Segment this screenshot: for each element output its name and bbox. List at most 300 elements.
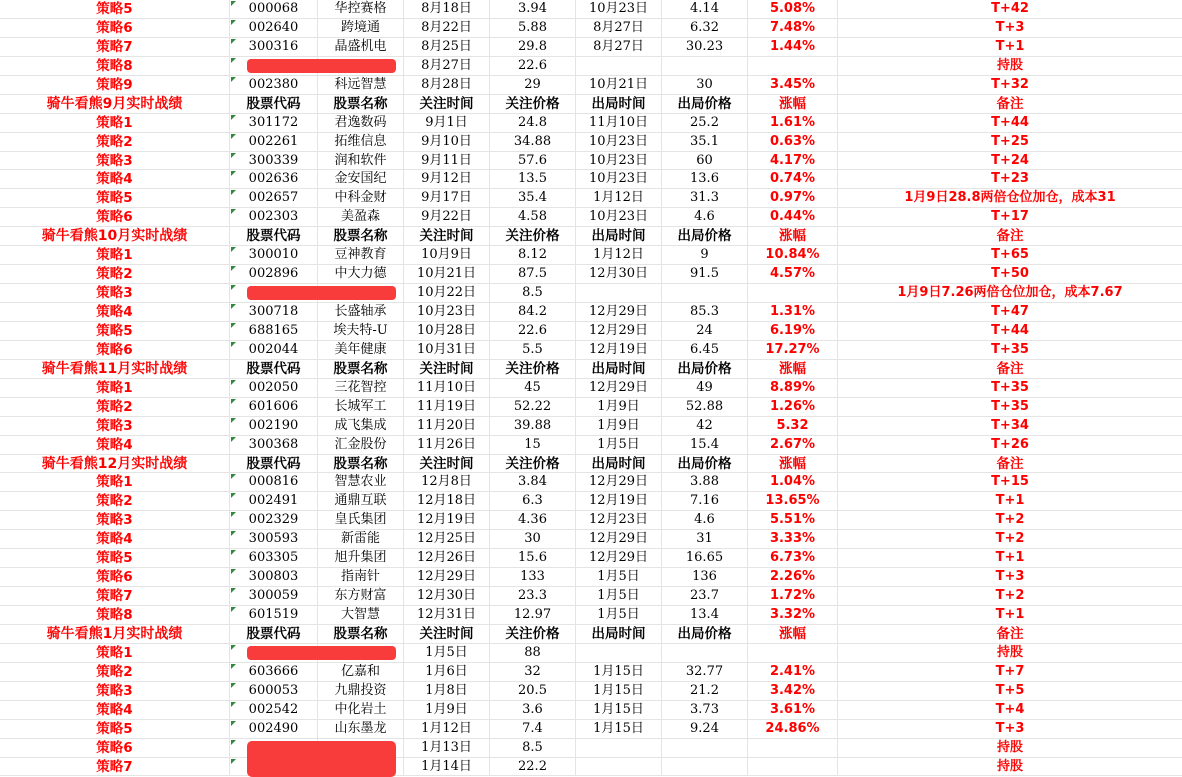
cell-exit_date[interactable]: 1月15日	[576, 720, 662, 738]
cell-watch_price[interactable]: 5.5	[490, 341, 576, 359]
cell-exit_price[interactable]: 23.7	[662, 587, 748, 605]
cell-exit_date[interactable]: 1月12日	[576, 189, 662, 207]
cell-watch_price[interactable]: 5.88	[490, 19, 576, 37]
cell-note[interactable]: T+25	[991, 133, 1029, 149]
cell-code[interactable]: 002640	[230, 19, 318, 37]
cell-name[interactable]: 大智慧	[318, 606, 404, 624]
cell-exit_price[interactable]: 6.45	[662, 341, 748, 359]
cell-note[interactable]: T+1	[995, 38, 1025, 54]
cell-exit_date[interactable]: 1月15日	[576, 682, 662, 700]
cell-note[interactable]: 持股	[996, 758, 1023, 774]
cell-exit_date[interactable]: 11月10日	[576, 114, 662, 132]
cell-exit_price[interactable]: 13.6	[662, 170, 748, 188]
cell-name[interactable]: 跨境通	[318, 19, 404, 37]
cell-watch_date[interactable]: 12月26日	[404, 549, 490, 567]
cell-exit_price[interactable]	[662, 758, 748, 776]
cell-name[interactable]: 指南针	[318, 568, 404, 586]
cell-code[interactable]: 300339	[230, 152, 318, 170]
cell-exit_price[interactable]: 49	[662, 379, 748, 397]
cell-watch_date[interactable]: 1月14日	[404, 758, 490, 776]
cell-exit_date[interactable]: 1月5日	[576, 587, 662, 605]
cell-watch_date[interactable]: 9月22日	[404, 208, 490, 226]
cell-label[interactable]: 策略6	[0, 568, 230, 586]
cell-gain[interactable]	[748, 758, 838, 776]
cell-note[interactable]: 备注	[996, 95, 1024, 112]
cell-label[interactable]: 策略5	[0, 549, 230, 567]
cell-label[interactable]: 骑牛看熊10月实时战绩	[0, 227, 230, 245]
cell-exit_price[interactable]: 4.6	[662, 208, 748, 226]
cell-name[interactable]: 亿嘉和	[318, 663, 404, 681]
cell-label[interactable]: 策略4	[0, 170, 230, 188]
cell-gain[interactable]: 24.86%	[748, 720, 838, 738]
cell-note[interactable]: 持股	[996, 644, 1023, 660]
cell-note[interactable]: T+50	[991, 266, 1029, 282]
cell-gain[interactable]	[748, 57, 838, 75]
cell-label[interactable]: 骑牛看熊12月实时战绩	[0, 455, 230, 473]
cell-name[interactable]: 华控赛格	[318, 0, 404, 18]
cell-exit_price[interactable]: 85.3	[662, 303, 748, 321]
cell-watch_date[interactable]: 12月8日	[404, 473, 490, 491]
cell-label[interactable]: 策略5	[0, 720, 230, 738]
cell-gain[interactable]: 5.32	[748, 417, 838, 435]
cell-label[interactable]: 策略4	[0, 303, 230, 321]
cell-note[interactable]: 备注	[996, 228, 1024, 245]
cell-watch_price[interactable]: 84.2	[490, 303, 576, 321]
cell-name[interactable]: 股票名称	[318, 625, 404, 643]
cell-gain[interactable]	[748, 739, 838, 757]
cell-watch_date[interactable]: 1月6日	[404, 663, 490, 681]
cell-exit_price[interactable]: 91.5	[662, 265, 748, 283]
cell-code[interactable]: 300718	[230, 303, 318, 321]
cell-name[interactable]: 美盈森	[318, 208, 404, 226]
cell-code[interactable]: 股票代码	[230, 95, 318, 113]
cell-gain[interactable]: 涨幅	[748, 455, 838, 473]
cell-watch_date[interactable]: 关注时间	[404, 95, 490, 113]
cell-gain[interactable]: 8.89%	[748, 379, 838, 397]
cell-gain[interactable]: 6.19%	[748, 322, 838, 340]
cell-name[interactable]: 成飞集成	[318, 417, 404, 435]
cell-gain[interactable]: 涨幅	[748, 95, 838, 113]
cell-code[interactable]: 股票代码	[230, 455, 318, 473]
cell-name[interactable]: 润和软件	[318, 152, 404, 170]
cell-exit_date[interactable]: 12月29日	[576, 303, 662, 321]
cell-watch_date[interactable]: 关注时间	[404, 227, 490, 245]
cell-label[interactable]: 策略6	[0, 739, 230, 757]
cell-exit_price[interactable]: 出局价格	[662, 455, 748, 473]
cell-exit_price[interactable]	[662, 644, 748, 662]
cell-watch_price[interactable]: 关注价格	[490, 95, 576, 113]
cell-code[interactable]: 股票代码	[230, 227, 318, 245]
cell-watch_date[interactable]: 11月26日	[404, 436, 490, 454]
cell-gain[interactable]: 1.04%	[748, 473, 838, 491]
cell-label[interactable]: 策略5	[0, 0, 230, 18]
cell-label[interactable]: 骑牛看熊9月实时战绩	[0, 95, 230, 113]
cell-gain[interactable]: 0.74%	[748, 170, 838, 188]
cell-watch_date[interactable]: 11月20日	[404, 417, 490, 435]
cell-label[interactable]: 策略8	[0, 606, 230, 624]
cell-gain[interactable]: 2.67%	[748, 436, 838, 454]
cell-code[interactable]: 002657	[230, 189, 318, 207]
cell-note[interactable]: T+34	[991, 417, 1029, 433]
cell-watch_date[interactable]: 10月28日	[404, 322, 490, 340]
cell-code[interactable]: 688165	[230, 322, 318, 340]
cell-watch_price[interactable]: 3.84	[490, 473, 576, 491]
cell-exit_date[interactable]: 8月27日	[576, 38, 662, 56]
cell-code[interactable]: 002896	[230, 265, 318, 283]
cell-code[interactable]: 股票代码	[230, 360, 318, 378]
cell-exit_date[interactable]: 10月23日	[576, 133, 662, 151]
cell-exit_date[interactable]	[576, 644, 662, 662]
cell-code[interactable]: 301172	[230, 114, 318, 132]
cell-watch_price[interactable]: 88	[490, 644, 576, 662]
cell-watch_date[interactable]: 1月12日	[404, 720, 490, 738]
cell-label[interactable]: 策略2	[0, 265, 230, 283]
cell-code[interactable]: 002490	[230, 720, 318, 738]
cell-name[interactable]: 中大力德	[318, 265, 404, 283]
cell-exit_date[interactable]: 10月23日	[576, 208, 662, 226]
cell-gain[interactable]: 3.45%	[748, 76, 838, 94]
cell-exit_date[interactable]: 12月29日	[576, 549, 662, 567]
cell-watch_date[interactable]: 12月18日	[404, 492, 490, 510]
cell-watch_date[interactable]: 9月17日	[404, 189, 490, 207]
cell-watch_price[interactable]: 87.5	[490, 265, 576, 283]
cell-label[interactable]: 策略2	[0, 398, 230, 416]
cell-exit_price[interactable]: 6.32	[662, 19, 748, 37]
cell-label[interactable]: 策略3	[0, 682, 230, 700]
cell-name[interactable]: 科远智慧	[318, 76, 404, 94]
cell-watch_price[interactable]: 关注价格	[490, 455, 576, 473]
cell-gain[interactable]: 1.61%	[748, 114, 838, 132]
cell-code[interactable]: 300803	[230, 568, 318, 586]
cell-note[interactable]: 备注	[996, 625, 1024, 642]
cell-label[interactable]: 策略5	[0, 322, 230, 340]
cell-name[interactable]: 中化岩土	[318, 701, 404, 719]
cell-watch_price[interactable]: 关注价格	[490, 360, 576, 378]
cell-watch_date[interactable]: 关注时间	[404, 360, 490, 378]
cell-watch_price[interactable]: 20.5	[490, 682, 576, 700]
cell-note[interactable]: T+42	[991, 1, 1029, 16]
cell-gain[interactable]: 3.61%	[748, 701, 838, 719]
cell-exit_date[interactable]: 10月23日	[576, 170, 662, 188]
cell-exit_price[interactable]: 31	[662, 530, 748, 548]
cell-watch_date[interactable]: 1月8日	[404, 682, 490, 700]
cell-label[interactable]: 策略3	[0, 284, 230, 302]
cell-watch_price[interactable]: 30	[490, 530, 576, 548]
cell-note[interactable]: T+1	[995, 550, 1025, 566]
cell-watch_price[interactable]: 45	[490, 379, 576, 397]
cell-name[interactable]: 晶盛机电	[318, 38, 404, 56]
cell-name[interactable]: 中科金财	[318, 189, 404, 207]
cell-exit_price[interactable]: 30.23	[662, 38, 748, 56]
cell-code[interactable]: 002190	[230, 417, 318, 435]
cell-exit_date[interactable]: 1月9日	[576, 417, 662, 435]
cell-exit_price[interactable]	[662, 739, 748, 757]
cell-gain[interactable]	[748, 284, 838, 302]
cell-name[interactable]: 金安国纪	[318, 170, 404, 188]
cell-gain[interactable]: 6.73%	[748, 549, 838, 567]
cell-gain[interactable]: 涨幅	[748, 360, 838, 378]
cell-watch_price[interactable]: 关注价格	[490, 625, 576, 643]
cell-name[interactable]: 股票名称	[318, 227, 404, 245]
cell-exit_date[interactable]: 12月29日	[576, 379, 662, 397]
cell-note[interactable]: 持股	[996, 739, 1023, 755]
cell-note[interactable]: T+3	[995, 19, 1025, 35]
cell-label[interactable]: 策略2	[0, 492, 230, 510]
cell-code[interactable]: 股票代码	[230, 625, 318, 643]
cell-watch_date[interactable]: 9月11日	[404, 152, 490, 170]
cell-label[interactable]: 策略2	[0, 663, 230, 681]
cell-exit_date[interactable]	[576, 57, 662, 75]
cell-exit_price[interactable]: 9.24	[662, 720, 748, 738]
cell-exit_date[interactable]: 10月23日	[576, 152, 662, 170]
cell-exit_date[interactable]: 12月29日	[576, 473, 662, 491]
cell-exit_date[interactable]: 出局时间	[576, 95, 662, 113]
cell-label[interactable]: 策略8	[0, 57, 230, 75]
cell-exit_date[interactable]: 12月23日	[576, 511, 662, 529]
cell-gain[interactable]: 1.44%	[748, 38, 838, 56]
cell-exit_date[interactable]: 12月29日	[576, 530, 662, 548]
cell-exit_price[interactable]: 7.16	[662, 492, 748, 510]
cell-code[interactable]: 300059	[230, 587, 318, 605]
cell-gain[interactable]: 涨幅	[748, 227, 838, 245]
cell-gain[interactable]: 3.33%	[748, 530, 838, 548]
cell-gain[interactable]: 2.26%	[748, 568, 838, 586]
cell-name[interactable]: 山东墨龙	[318, 720, 404, 738]
cell-name[interactable]: 拓维信息	[318, 133, 404, 151]
cell-code[interactable]: 300316	[230, 38, 318, 56]
cell-name[interactable]: 埃夫特-U	[318, 322, 404, 340]
cell-watch_date[interactable]: 12月25日	[404, 530, 490, 548]
cell-note[interactable]: T+17	[991, 209, 1029, 225]
cell-label[interactable]: 策略1	[0, 473, 230, 491]
cell-watch_date[interactable]: 12月30日	[404, 587, 490, 605]
cell-name[interactable]: 东方财富	[318, 587, 404, 605]
cell-note[interactable]: T+32	[991, 76, 1029, 92]
cell-label[interactable]: 策略7	[0, 38, 230, 56]
cell-name[interactable]: 皇氏集团	[318, 511, 404, 529]
cell-code[interactable]: 300010	[230, 246, 318, 264]
cell-watch_price[interactable]: 22.6	[490, 322, 576, 340]
cell-watch_date[interactable]: 12月19日	[404, 511, 490, 529]
cell-watch_price[interactable]: 15	[490, 436, 576, 454]
cell-exit_date[interactable]: 12月29日	[576, 322, 662, 340]
cell-gain[interactable]: 10.84%	[748, 246, 838, 264]
cell-watch_price[interactable]: 57.6	[490, 152, 576, 170]
cell-code[interactable]: 002050	[230, 379, 318, 397]
cell-watch_date[interactable]: 11月10日	[404, 379, 490, 397]
cell-note[interactable]: T+35	[991, 341, 1029, 357]
cell-name[interactable]: 股票名称	[318, 95, 404, 113]
cell-gain[interactable]: 13.65%	[748, 492, 838, 510]
cell-exit_price[interactable]: 16.65	[662, 549, 748, 567]
cell-gain[interactable]	[748, 644, 838, 662]
cell-note[interactable]: T+3	[995, 569, 1025, 585]
cell-exit_price[interactable]: 4.14	[662, 0, 748, 18]
cell-exit_date[interactable]: 1月15日	[576, 663, 662, 681]
cell-code[interactable]: 600053	[230, 682, 318, 700]
cell-watch_price[interactable]: 34.88	[490, 133, 576, 151]
cell-watch_price[interactable]: 52.22	[490, 398, 576, 416]
cell-gain[interactable]: 1.72%	[748, 587, 838, 605]
cell-watch_price[interactable]: 4.58	[490, 208, 576, 226]
cell-watch_price[interactable]: 22.2	[490, 758, 576, 776]
cell-code[interactable]: 000068	[230, 0, 318, 18]
cell-exit_date[interactable]: 1月5日	[576, 606, 662, 624]
cell-exit_price[interactable]: 25.2	[662, 114, 748, 132]
cell-watch_price[interactable]: 22.6	[490, 57, 576, 75]
cell-watch_price[interactable]: 15.6	[490, 549, 576, 567]
cell-name[interactable]: 九鼎投资	[318, 682, 404, 700]
cell-label[interactable]: 策略3	[0, 417, 230, 435]
cell-name[interactable]: 君逸数码	[318, 114, 404, 132]
cell-code[interactable]: 002329	[230, 511, 318, 529]
cell-label[interactable]: 骑牛看熊1月实时战绩	[0, 625, 230, 643]
cell-label[interactable]: 策略4	[0, 436, 230, 454]
cell-note[interactable]: T+44	[991, 114, 1029, 130]
cell-exit_date[interactable]: 出局时间	[576, 360, 662, 378]
cell-watch_price[interactable]: 29.8	[490, 38, 576, 56]
cell-label[interactable]: 策略2	[0, 133, 230, 151]
cell-note[interactable]: T+24	[991, 152, 1029, 168]
cell-exit_date[interactable]: 1月9日	[576, 398, 662, 416]
cell-exit_price[interactable]: 13.4	[662, 606, 748, 624]
cell-watch_price[interactable]: 23.3	[490, 587, 576, 605]
cell-watch_date[interactable]: 1月9日	[404, 701, 490, 719]
cell-note[interactable]: T+2	[995, 588, 1025, 604]
cell-exit_price[interactable]: 60	[662, 152, 748, 170]
cell-note[interactable]: 1月9日28.8两倍仓位加仓，成本31	[904, 190, 1116, 206]
cell-exit_date[interactable]: 10月21日	[576, 76, 662, 94]
cell-note[interactable]: 1月9日7.26两倍仓位加仓，成本7.67	[897, 285, 1123, 301]
cell-code[interactable]: 300593	[230, 530, 318, 548]
cell-name[interactable]: 豆神教育	[318, 246, 404, 264]
cell-note[interactable]: T+3	[995, 720, 1025, 736]
cell-gain[interactable]: 17.27%	[748, 341, 838, 359]
cell-label[interactable]: 策略1	[0, 644, 230, 662]
cell-code[interactable]: 002044	[230, 341, 318, 359]
cell-gain[interactable]: 5.51%	[748, 511, 838, 529]
cell-exit_date[interactable]: 10月23日	[576, 0, 662, 18]
cell-note[interactable]: T+7	[995, 663, 1025, 679]
cell-watch_date[interactable]: 8月18日	[404, 0, 490, 18]
cell-watch_price[interactable]: 39.88	[490, 417, 576, 435]
cell-label[interactable]: 骑牛看熊11月实时战绩	[0, 360, 230, 378]
cell-exit_price[interactable]: 4.6	[662, 511, 748, 529]
cell-note[interactable]: T+65	[991, 247, 1029, 263]
cell-watch_date[interactable]: 9月12日	[404, 170, 490, 188]
cell-exit_date[interactable]: 出局时间	[576, 227, 662, 245]
cell-exit_date[interactable]: 12月30日	[576, 265, 662, 283]
cell-note[interactable]: 持股	[996, 57, 1023, 73]
cell-watch_price[interactable]: 6.3	[490, 492, 576, 510]
cell-note[interactable]: T+47	[991, 304, 1029, 319]
cell-gain[interactable]: 涨幅	[748, 625, 838, 643]
cell-gain[interactable]: 3.32%	[748, 606, 838, 624]
cell-watch_price[interactable]: 32	[490, 663, 576, 681]
cell-exit_date[interactable]: 1月15日	[576, 701, 662, 719]
cell-gain[interactable]: 3.42%	[748, 682, 838, 700]
cell-watch_price[interactable]: 8.12	[490, 246, 576, 264]
cell-exit_date[interactable]	[576, 284, 662, 302]
cell-gain[interactable]: 1.26%	[748, 398, 838, 416]
cell-exit_price[interactable]: 24	[662, 322, 748, 340]
cell-exit_date[interactable]: 出局时间	[576, 455, 662, 473]
cell-name[interactable]: 美年健康	[318, 341, 404, 359]
cell-code[interactable]: 002542	[230, 701, 318, 719]
cell-name[interactable]: 三花智控	[318, 379, 404, 397]
cell-name[interactable]: 长盛轴承	[318, 303, 404, 321]
cell-code[interactable]: 603305	[230, 549, 318, 567]
cell-watch_date[interactable]: 10月23日	[404, 303, 490, 321]
cell-label[interactable]: 策略4	[0, 530, 230, 548]
cell-code[interactable]: 002491	[230, 492, 318, 510]
cell-watch_price[interactable]: 3.94	[490, 0, 576, 18]
cell-watch_price[interactable]: 7.4	[490, 720, 576, 738]
cell-label[interactable]: 策略3	[0, 511, 230, 529]
cell-exit_date[interactable]: 出局时间	[576, 625, 662, 643]
cell-watch_date[interactable]: 关注时间	[404, 455, 490, 473]
cell-exit_date[interactable]: 1月5日	[576, 568, 662, 586]
cell-gain[interactable]: 0.44%	[748, 208, 838, 226]
cell-watch_date[interactable]: 9月10日	[404, 133, 490, 151]
cell-name[interactable]: 长城军工	[318, 398, 404, 416]
cell-exit_date[interactable]	[576, 739, 662, 757]
cell-exit_date[interactable]: 1月5日	[576, 436, 662, 454]
cell-watch_price[interactable]: 24.8	[490, 114, 576, 132]
cell-code[interactable]: 603666	[230, 663, 318, 681]
cell-watch_price[interactable]: 29	[490, 76, 576, 94]
cell-gain[interactable]: 7.48%	[748, 19, 838, 37]
cell-watch_price[interactable]: 8.5	[490, 284, 576, 302]
cell-watch_price[interactable]: 4.36	[490, 511, 576, 529]
cell-label[interactable]: 策略5	[0, 189, 230, 207]
cell-exit_price[interactable]: 出局价格	[662, 625, 748, 643]
cell-exit_price[interactable]: 9	[662, 246, 748, 264]
cell-exit_date[interactable]: 8月27日	[576, 19, 662, 37]
cell-label[interactable]: 策略1	[0, 114, 230, 132]
cell-label[interactable]: 策略6	[0, 341, 230, 359]
cell-note[interactable]: T+5	[995, 682, 1025, 698]
cell-exit_price[interactable]: 3.73	[662, 701, 748, 719]
cell-note[interactable]: T+23	[991, 171, 1029, 187]
cell-exit_price[interactable]: 31.3	[662, 189, 748, 207]
cell-label[interactable]: 策略1	[0, 379, 230, 397]
cell-watch_price[interactable]: 35.4	[490, 189, 576, 207]
cell-label[interactable]: 策略4	[0, 701, 230, 719]
cell-note[interactable]: 备注	[996, 360, 1024, 377]
cell-name[interactable]: 新雷能	[318, 530, 404, 548]
cell-code[interactable]: 300368	[230, 436, 318, 454]
cell-watch_date[interactable]: 8月22日	[404, 19, 490, 37]
cell-note[interactable]: T+2	[995, 512, 1025, 528]
cell-watch_price[interactable]: 13.5	[490, 170, 576, 188]
cell-watch_price[interactable]: 3.6	[490, 701, 576, 719]
cell-watch_date[interactable]: 10月21日	[404, 265, 490, 283]
cell-exit_date[interactable]: 12月19日	[576, 341, 662, 359]
cell-name[interactable]: 股票名称	[318, 455, 404, 473]
cell-watch_date[interactable]: 12月31日	[404, 606, 490, 624]
cell-exit_price[interactable]: 32.77	[662, 663, 748, 681]
cell-gain[interactable]: 0.97%	[748, 189, 838, 207]
cell-name[interactable]: 汇金股份	[318, 436, 404, 454]
cell-gain[interactable]: 5.08%	[748, 0, 838, 18]
cell-watch_date[interactable]: 1月13日	[404, 739, 490, 757]
cell-watch_date[interactable]: 10月31日	[404, 341, 490, 359]
cell-watch_price[interactable]: 133	[490, 568, 576, 586]
cell-name[interactable]: 股票名称	[318, 360, 404, 378]
cell-label[interactable]: 策略7	[0, 587, 230, 605]
cell-gain[interactable]: 1.31%	[748, 303, 838, 321]
